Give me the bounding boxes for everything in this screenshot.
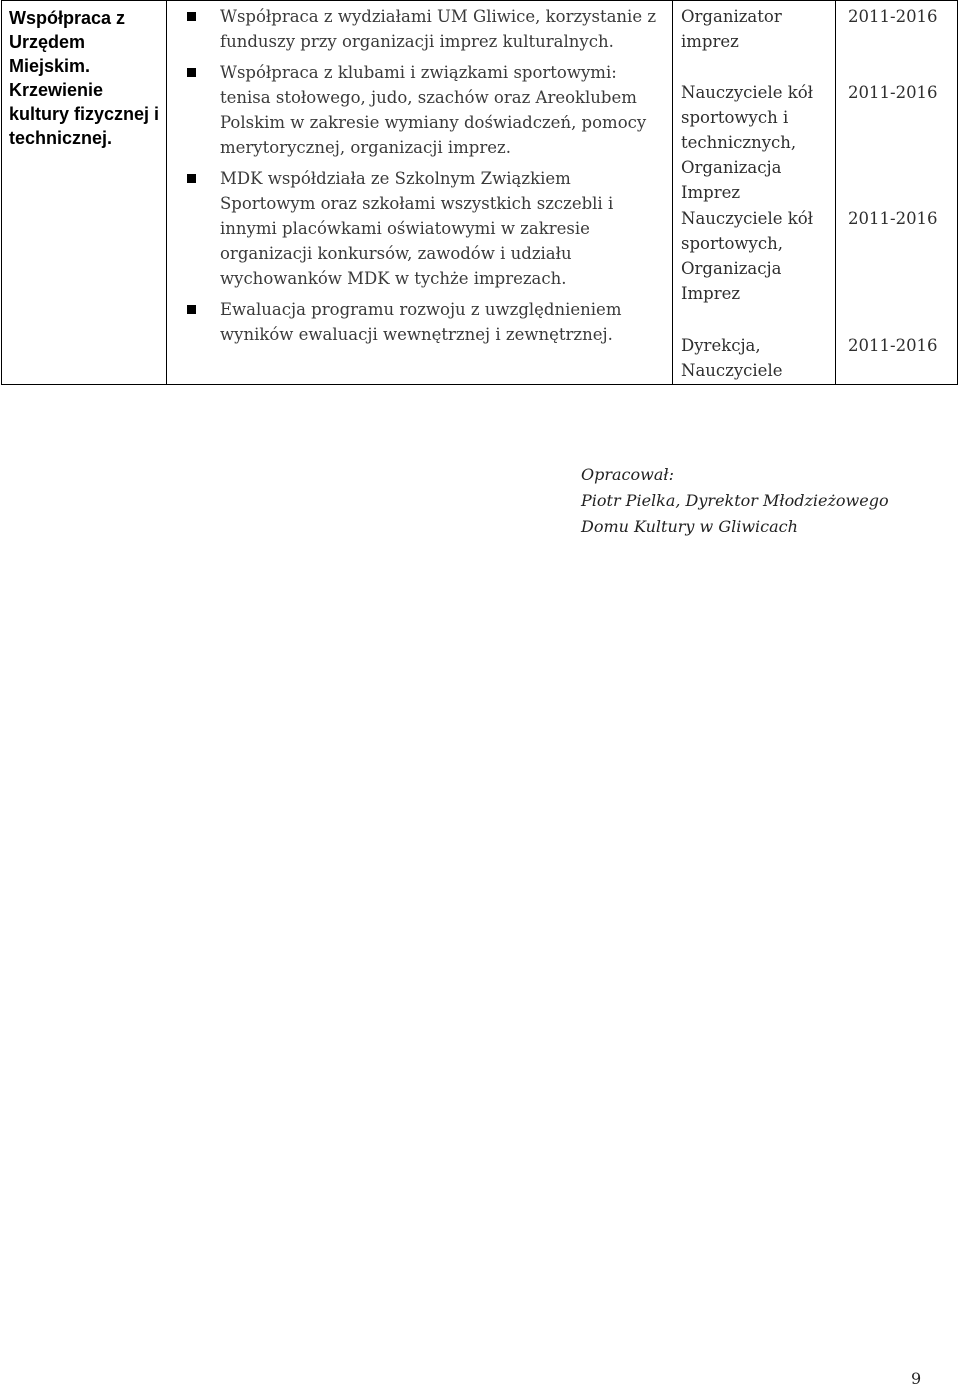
responsible-cell: Organizator imprez bbox=[681, 7, 782, 51]
task-text: Ewaluacja programu rozwoju z uwzględnieniem wyników ewaluacji wewnętrznej i zewnętrznej. bbox=[220, 300, 622, 344]
area-title-physical-culture: Krzewienie kultury fizycznej i technicznej. bbox=[9, 80, 160, 148]
task-text: Współpraca z klubami i związkami sportowymi: tenisa stołowego, judo, szachów oraz Areoklubem Polskim w zakresie wymiany doświadczeń, pomocy merytorycznej, organizacji imprez. bbox=[220, 63, 647, 157]
program-table bbox=[1, 0, 958, 385]
task-item bbox=[187, 297, 667, 347]
area-title-cooperation: Współpraca z Urzędem Miejskim. bbox=[9, 8, 126, 76]
task-text: Współpraca z wydziałami UM Gliwice, korzystanie z funduszy przy organizacji imprez kulturalnych. bbox=[220, 7, 657, 51]
tasks-column bbox=[167, 1, 673, 384]
responsible-cell: Nauczyciele kół sportowych i technicznych, Organizacja Imprez bbox=[681, 83, 814, 202]
signature-author: Piotr Pielka, Dyrektor Młodzieżowego bbox=[581, 491, 889, 510]
square-bullet-icon bbox=[187, 174, 196, 183]
area-column bbox=[2, 1, 167, 384]
term-cell: 2011-2016 bbox=[848, 336, 938, 355]
task-item bbox=[187, 166, 667, 291]
signature-label: Opracował: bbox=[581, 465, 674, 484]
page-number: 9 bbox=[911, 1369, 922, 1388]
term-column bbox=[836, 1, 957, 384]
square-bullet-icon bbox=[187, 68, 196, 77]
signature-institution: Domu Kultury w Gliwicach bbox=[581, 517, 798, 536]
signature-block bbox=[581, 462, 889, 540]
area-cell bbox=[9, 6, 166, 150]
task-text: MDK współdziała ze Szkolnym Związkiem Sportowym oraz szkołami wszystkich szczebli i innymi placówkami oświatowymi w zakresie organizacji konkursów, zawodów i udziału wychowanków MDK w tychże imprezach. bbox=[220, 169, 614, 288]
responsible-column bbox=[673, 1, 836, 384]
task-item bbox=[187, 4, 667, 54]
term-cell: 2011-2016 bbox=[848, 7, 938, 26]
term-cell: 2011-2016 bbox=[848, 83, 938, 102]
responsible-cell: Nauczyciele kół sportowych, Organizacja Imprez bbox=[681, 209, 814, 303]
responsible-cell: Dyrekcja, Nauczyciele bbox=[681, 336, 783, 380]
task-item bbox=[187, 60, 667, 160]
term-cell: 2011-2016 bbox=[848, 209, 938, 228]
square-bullet-icon bbox=[187, 305, 196, 314]
task-list bbox=[187, 4, 667, 347]
square-bullet-icon bbox=[187, 12, 196, 21]
